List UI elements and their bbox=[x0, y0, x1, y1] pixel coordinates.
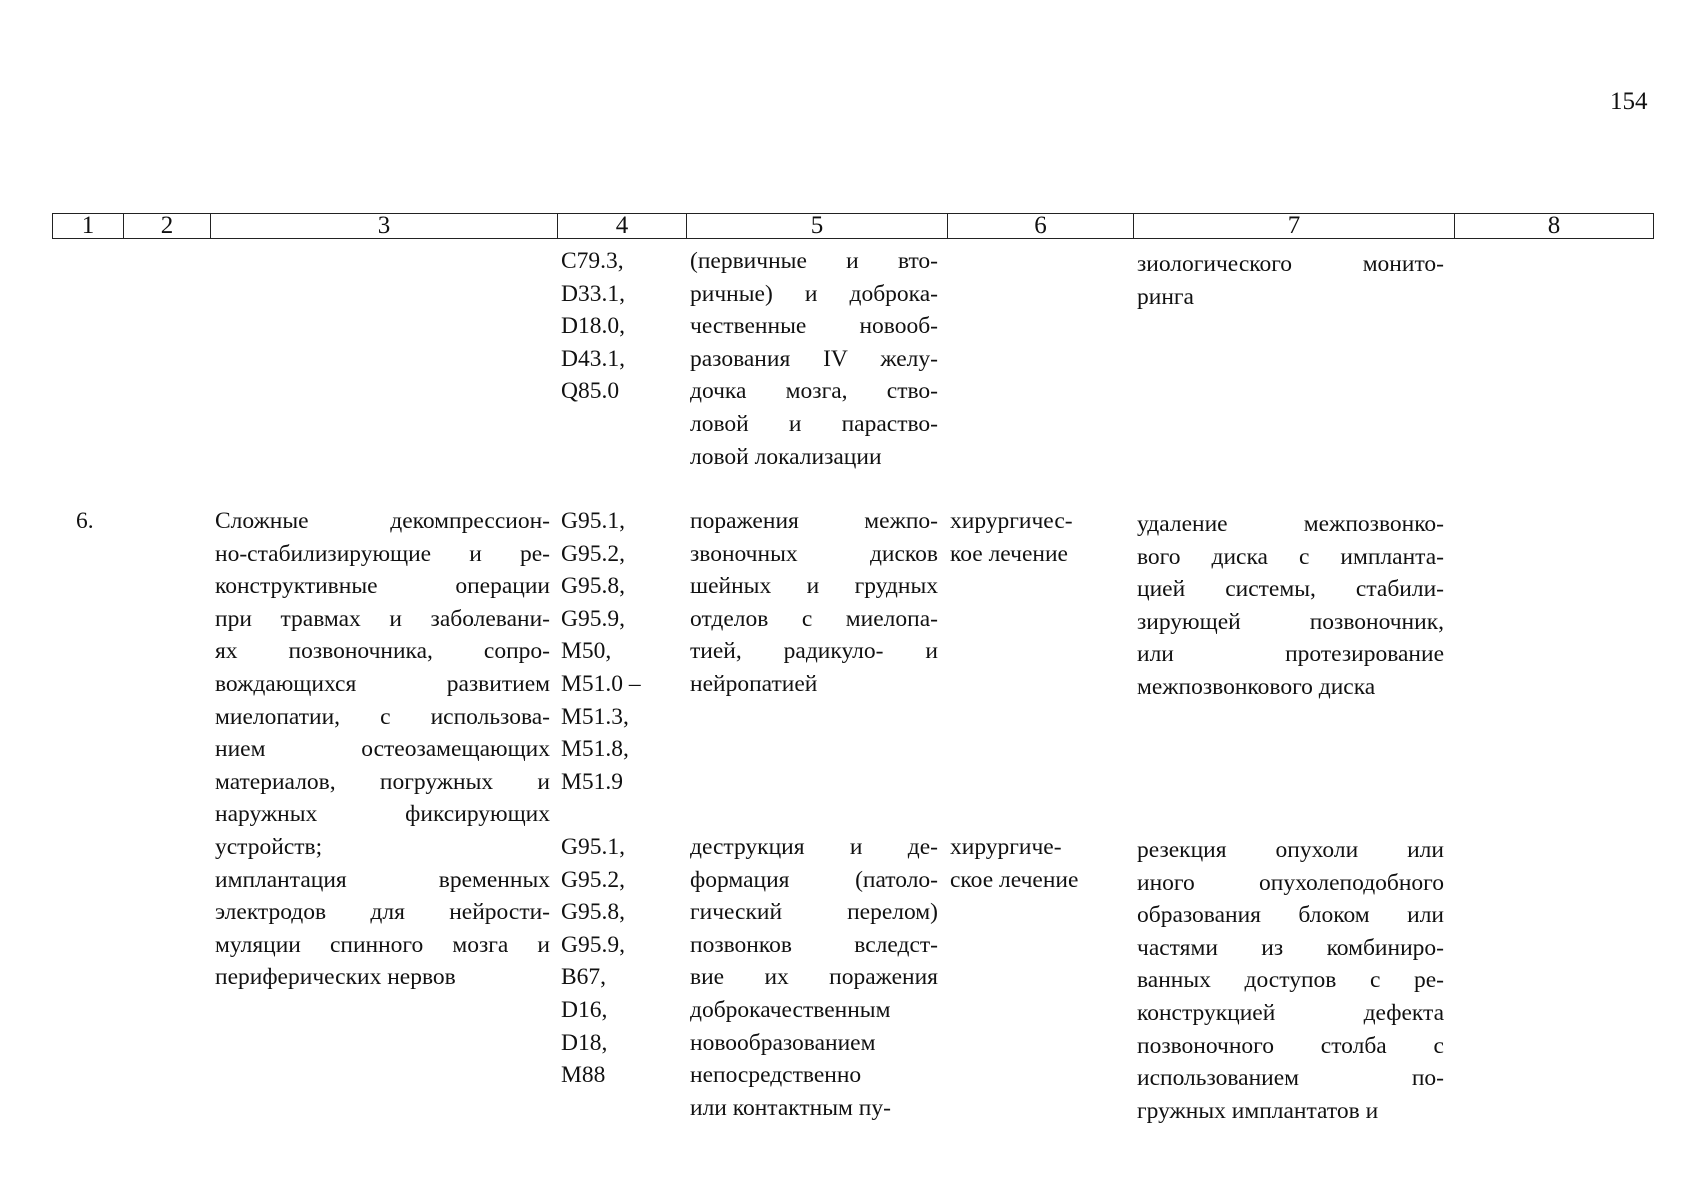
text-line: цией системы, стабили- bbox=[1137, 576, 1444, 603]
text-line: M88 bbox=[561, 1062, 606, 1089]
text-line: кое лечение bbox=[950, 540, 1068, 567]
text-line: хирургиче- bbox=[950, 834, 1062, 860]
header-col-1: 1 bbox=[53, 214, 124, 239]
text-line: резекция опухоли или bbox=[1137, 837, 1444, 863]
text-line: C79.3, bbox=[561, 248, 624, 274]
text-line: шейных и грудных bbox=[690, 573, 938, 600]
text-line: иного опухолеподобного bbox=[1137, 869, 1444, 896]
text-line: вождающихся развитием bbox=[215, 670, 550, 697]
text-line: но-стабилизирующие и ре- bbox=[215, 540, 550, 567]
text-line: позвонков вследст- bbox=[690, 931, 938, 958]
header-col-4: 4 bbox=[558, 214, 687, 239]
text-line: M51.3, bbox=[561, 703, 629, 730]
header-col-5: 5 bbox=[687, 214, 948, 239]
text-line: ванных доступов с ре- bbox=[1137, 967, 1444, 994]
text-line: гружных имплантатов и bbox=[1137, 1097, 1379, 1124]
text-line: D33.1, bbox=[561, 280, 625, 307]
text-line: ричные) и доброка- bbox=[690, 280, 938, 307]
text-line: ях позвоночника, сопро- bbox=[215, 638, 550, 665]
text-line: ское лечение bbox=[950, 866, 1079, 893]
text-line: при травмах и заболевани- bbox=[215, 605, 550, 632]
text-line: нием остеозамещающих bbox=[215, 736, 550, 763]
b2-col4-codes-a bbox=[561, 505, 641, 798]
text-line: D18.0, bbox=[561, 313, 625, 340]
text-line: дочка мозга, ство- bbox=[690, 378, 938, 405]
text-line: вие их поражения bbox=[690, 964, 938, 991]
text-line: отделов с миелопа- bbox=[690, 605, 938, 632]
header-col-7: 7 bbox=[1134, 214, 1455, 239]
text-line: конструктивные операции bbox=[215, 573, 550, 600]
text-line: нейропатией bbox=[690, 670, 818, 697]
b2-col4-codes-b bbox=[561, 831, 625, 1092]
text-line: чественные новооб- bbox=[690, 313, 938, 340]
b1-col4-codes bbox=[561, 245, 625, 408]
text-line: D43.1, bbox=[561, 345, 625, 372]
text-line: или контактным пу- bbox=[690, 1094, 891, 1121]
text-line: зирующей позвоночник, bbox=[1137, 608, 1444, 635]
text-line: поражения межпо- bbox=[690, 508, 938, 534]
text-line: M51.8, bbox=[561, 736, 629, 763]
text-line: устройств; bbox=[215, 833, 323, 860]
text-line: электродов для нейрости- bbox=[215, 899, 550, 926]
text-line: G95.2, bbox=[561, 866, 625, 893]
text-line: G95.8, bbox=[561, 573, 625, 600]
text-line: материалов, погружных и bbox=[215, 768, 550, 795]
text-line: разования IV желу- bbox=[690, 345, 938, 372]
b2-col3-text bbox=[215, 505, 550, 994]
text-line: Сложные декомпрессион- bbox=[215, 508, 550, 534]
text-line: звоночных дисков bbox=[690, 540, 938, 567]
text-line: Q85.0 bbox=[561, 378, 620, 405]
b2-col7-text-a bbox=[1137, 508, 1444, 704]
text-line: доброкачественным bbox=[690, 996, 891, 1023]
b2-col1-number: 6. bbox=[76, 508, 94, 534]
text-line: образования блоком или bbox=[1137, 902, 1444, 929]
text-line: миелопатии, с использова- bbox=[215, 703, 550, 730]
header-col-2: 2 bbox=[124, 214, 211, 239]
text-line: периферических нервов bbox=[215, 964, 456, 991]
header-col-3: 3 bbox=[211, 214, 558, 239]
page-number: 154 bbox=[1610, 88, 1648, 115]
text-line: муляции спинного мозга и bbox=[215, 931, 550, 958]
b2-col5-text-a bbox=[690, 505, 938, 701]
b1-col7-text bbox=[1137, 248, 1444, 313]
text-line: G95.8, bbox=[561, 899, 625, 926]
text-line: частями из комбиниро- bbox=[1137, 934, 1444, 961]
text-line: позвоночного столба с bbox=[1137, 1032, 1444, 1059]
text-line: M50, bbox=[561, 638, 612, 665]
text-line: ловой и параство- bbox=[690, 410, 938, 437]
text-line: межпозвонкового диска bbox=[1137, 673, 1376, 700]
b2-col6-text-a bbox=[950, 505, 1073, 570]
text-line: G95.9, bbox=[561, 605, 625, 632]
text-line: зиологического монито- bbox=[1137, 251, 1444, 277]
header-col-6: 6 bbox=[948, 214, 1134, 239]
text-line: D16, bbox=[561, 996, 608, 1023]
text-line: ринга bbox=[1137, 283, 1194, 310]
text-line: непосредственно bbox=[690, 1062, 862, 1089]
text-line: G95.9, bbox=[561, 931, 625, 958]
text-line: ловой локализации bbox=[690, 443, 882, 470]
b1-col5-text bbox=[690, 245, 938, 473]
text-line: конструкцией дефекта bbox=[1137, 999, 1444, 1026]
b2-col7-text-b bbox=[1137, 834, 1444, 1127]
text-line: G95.2, bbox=[561, 540, 625, 567]
text-line: удаление межпозвонко- bbox=[1137, 511, 1444, 537]
text-line: наружных фиксирующих bbox=[215, 801, 550, 828]
text-line: B67, bbox=[561, 964, 607, 991]
text-line: G95.1, bbox=[561, 508, 625, 534]
text-line: вого диска с импланта- bbox=[1137, 543, 1444, 570]
text-line: хирургичес- bbox=[950, 508, 1073, 534]
text-line: G95.1, bbox=[561, 834, 625, 860]
header-col-8: 8 bbox=[1455, 214, 1654, 239]
text-line: или протезирование bbox=[1137, 641, 1444, 668]
text-line: использованием по- bbox=[1137, 1065, 1444, 1092]
text-line: деструкция и де- bbox=[690, 834, 938, 860]
text-line: (первичные и вто- bbox=[690, 248, 938, 274]
text-line: M51.9 bbox=[561, 768, 624, 795]
b2-col5-text-b bbox=[690, 831, 938, 1124]
text-line: формация (патоло- bbox=[690, 866, 938, 893]
text-line: гический перелом) bbox=[690, 899, 938, 926]
b2-col6-text-b bbox=[950, 831, 1078, 896]
column-header-row bbox=[52, 213, 1654, 239]
text-line: тией, радикуло- и bbox=[690, 638, 938, 665]
text-line: M51.0 – bbox=[561, 670, 641, 697]
text-line: D18, bbox=[561, 1029, 608, 1056]
text-line: новообразованием bbox=[690, 1029, 876, 1056]
text-line: имплантация временных bbox=[215, 866, 550, 893]
